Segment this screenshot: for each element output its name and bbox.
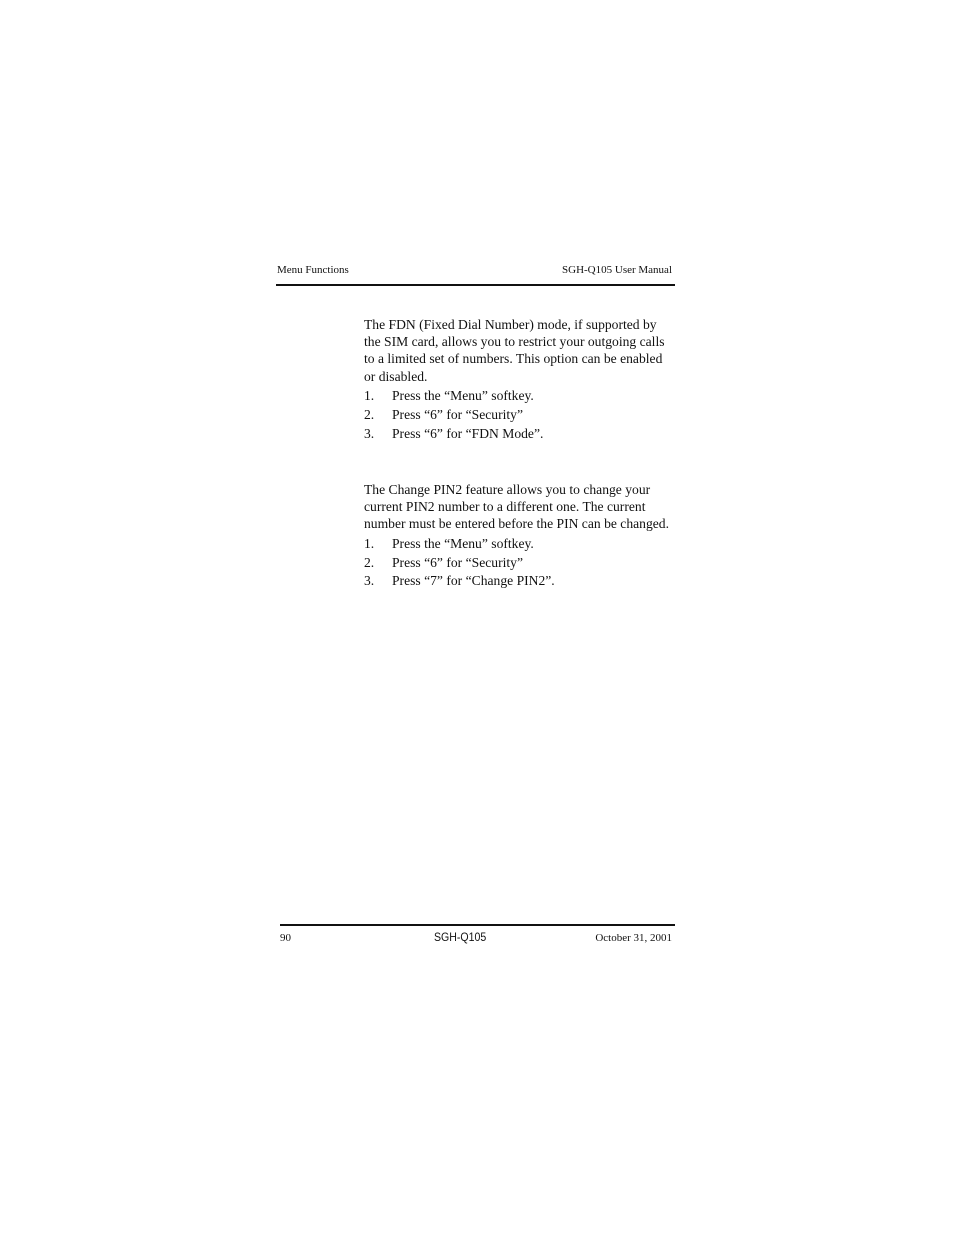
running-header <box>276 262 675 286</box>
change-pin2-section <box>364 481 676 591</box>
step-text: Press the “Menu” softkey. <box>392 388 534 404</box>
step-text: Press “7” for “Change PIN2”. <box>392 573 555 589</box>
page-number: 90 <box>280 932 291 944</box>
step-number: 1. <box>364 388 375 404</box>
step-item <box>364 535 676 554</box>
step-text: Press “6” for “FDN Mode”. <box>392 425 544 441</box>
footer-model: SGH-Q105 <box>434 930 487 944</box>
step-number: 1. <box>364 536 375 552</box>
step-number: 3. <box>364 573 375 589</box>
fdn-mode-section <box>364 316 676 443</box>
step-number: 2. <box>364 554 375 570</box>
header-section-title: Menu Functions <box>277 264 349 276</box>
step-item <box>364 406 676 425</box>
fdn-mode-steps <box>364 387 676 443</box>
step-number: 2. <box>364 406 375 422</box>
step-item <box>364 387 676 406</box>
step-text: Press the “Menu” softkey. <box>392 536 534 552</box>
fdn-mode-description: The FDN (Fixed Dial Number) mode, if supported by the SIM card, allows you to restrict your outgoing calls to a limited set of numbers. This option can be enabled or disabled. <box>364 317 665 384</box>
step-text: Press “6” for “Security” <box>392 554 523 570</box>
header-manual-title: SGH-Q105 User Manual <box>562 264 672 276</box>
change-pin2-steps <box>364 535 676 591</box>
step-item <box>364 425 676 444</box>
running-footer <box>280 924 675 950</box>
step-item <box>364 572 676 591</box>
step-text: Press “6” for “Security” <box>392 406 523 422</box>
step-item <box>364 554 676 573</box>
change-pin2-description: The Change PIN2 feature allows you to change your current PIN2 number to a different one. The current number must be entered before the PIN can be changed. <box>364 482 669 532</box>
step-number: 3. <box>364 425 375 441</box>
footer-date: October 31, 2001 <box>595 932 672 944</box>
